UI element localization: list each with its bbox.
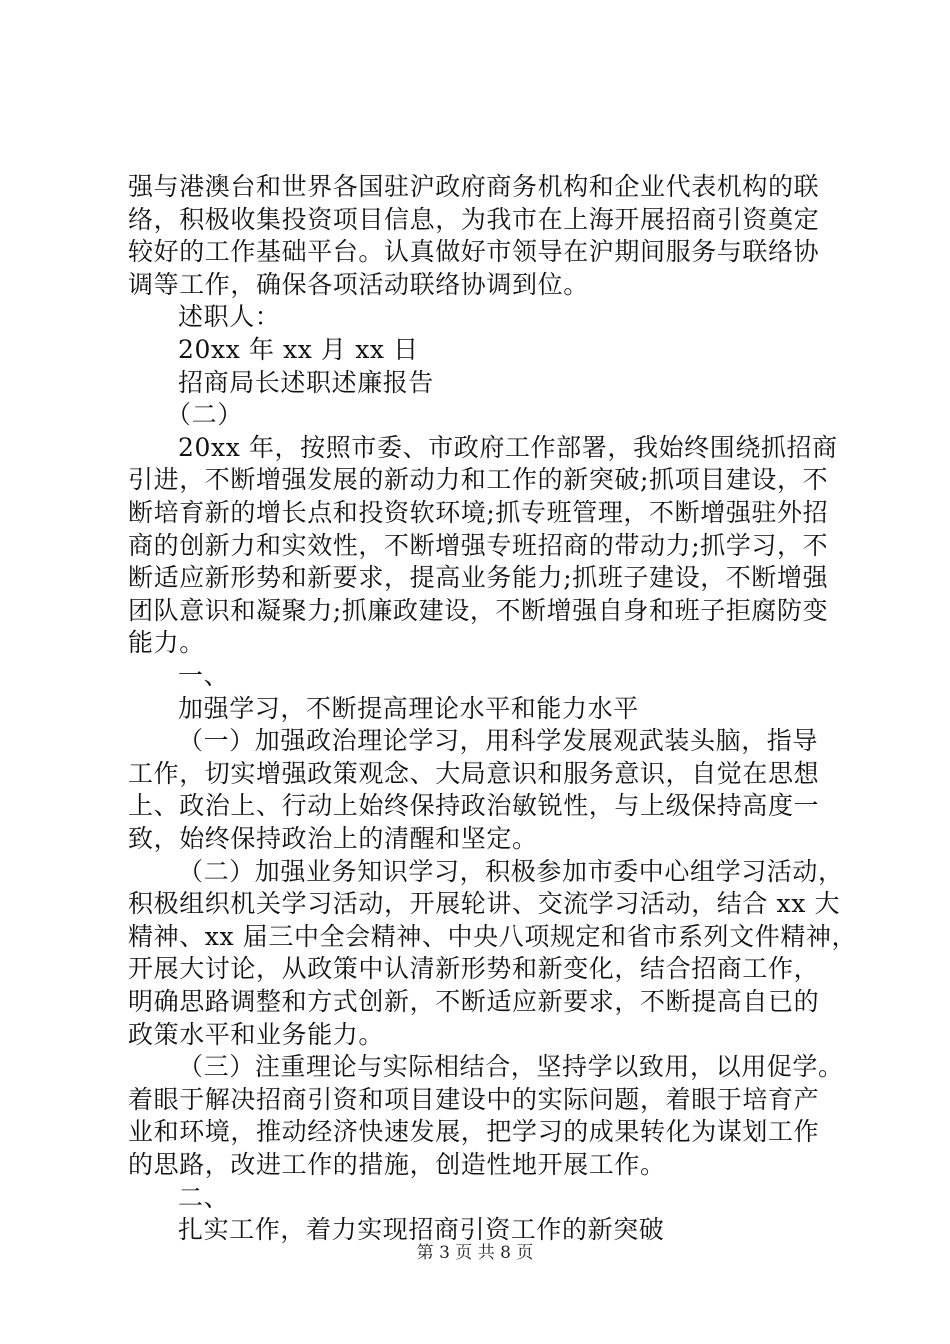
text-line: 断培育新的增长点和投资软环境;抓专班管理，不断增强驻外招 — [128, 498, 829, 527]
text-line: 强与港澳台和世界各国驻沪政府商务机构和企业代表机构的联 — [128, 172, 820, 201]
text-line: （二） — [166, 400, 243, 430]
section-number: 二、 — [178, 1182, 230, 1212]
section-number: 一、 — [178, 661, 230, 690]
page-number: 第 3 页 共 8 页 — [416, 1243, 534, 1263]
text-line: （二）加强业务知识学习，积极参加市委中心组学习活动， — [178, 856, 844, 886]
text-line: 着眼于解决招商引资和项目建设中的实际问题，着眼于培育产 — [128, 1084, 820, 1114]
text-line: 明确思路调整和方式创新，不断适应新要求，不断提高自已的 — [128, 987, 820, 1016]
text-line: （三）注重理论与实际相结合，坚持学以致用，以用促学。 — [178, 1052, 844, 1082]
text-line: （一）加强政治理论学习，用科学发展观武装头脑，指导 — [178, 726, 819, 756]
text-line: 调等工作，确保各项活动联络协调到位。 — [128, 269, 589, 299]
text-line: 商的创新力和实效性，不断增强专班招商的带动力;抓学习，不 — [128, 530, 829, 560]
text-line: 述职人： — [178, 302, 281, 332]
text-line: 断适应新形势和新要求，提高业务能力;抓班子建设，不断增强 — [128, 563, 829, 593]
text-line: 较好的工作基础平台。认真做好市领导在沪期间服务与联络协 — [128, 237, 820, 267]
text-line: 工作，切实增强政策观念、大局意识和服务意识，自觉在思想 — [128, 758, 820, 788]
text-line: 开展大讨论，从政策中认清新形势和新变化，结合招商工作， — [128, 954, 820, 984]
text-line: 招商局长述职述廉报告 — [178, 367, 435, 397]
text-line: 致，始终保持政治上的清醒和坚定。 — [128, 824, 538, 853]
text-line: 引进，不断增强发展的新动力和工作的新突破;抓项目建设，不 — [128, 465, 829, 495]
text-line: 络，积极收集投资项目信息，为我市在上海开展招商引资奠定 — [128, 204, 820, 234]
text-line: 精神、xx 届三中全会精神、中央八项规定和省市系列文件精神， — [128, 921, 858, 951]
text-line: 能力。 — [128, 628, 205, 658]
text-line: 积极组织机关学习活动，开展轮讲、交流学习活动，结合 xx 大 — [128, 889, 841, 919]
text-line: 政策水平和业务能力。 — [128, 1019, 385, 1049]
section-heading: 扎实工作，着力实现招商引资工作的新突破 — [178, 1215, 665, 1245]
text-line: 20xx 年，按照市委、市政府工作部署，我始终围绕抓招商 — [178, 432, 838, 462]
text-line: 20xx 年 xx 月 xx 日 — [178, 335, 419, 364]
section-heading: 加强学习，不断提高理论水平和能力水平 — [178, 693, 639, 723]
text-line: 团队意识和凝聚力;抓廉政建设，不断增强自身和班子拒腐防变 — [128, 595, 829, 625]
text-line: 上、政治上、行动上始终保持政治敏锐性，与上级保持高度一 — [128, 791, 820, 821]
text-line: 业和环境，推动经济快速发展，把学习的成果转化为谋划工作 — [128, 1117, 820, 1147]
text-line: 的思路，改进工作的措施，创造性地开展工作。 — [128, 1150, 666, 1179]
